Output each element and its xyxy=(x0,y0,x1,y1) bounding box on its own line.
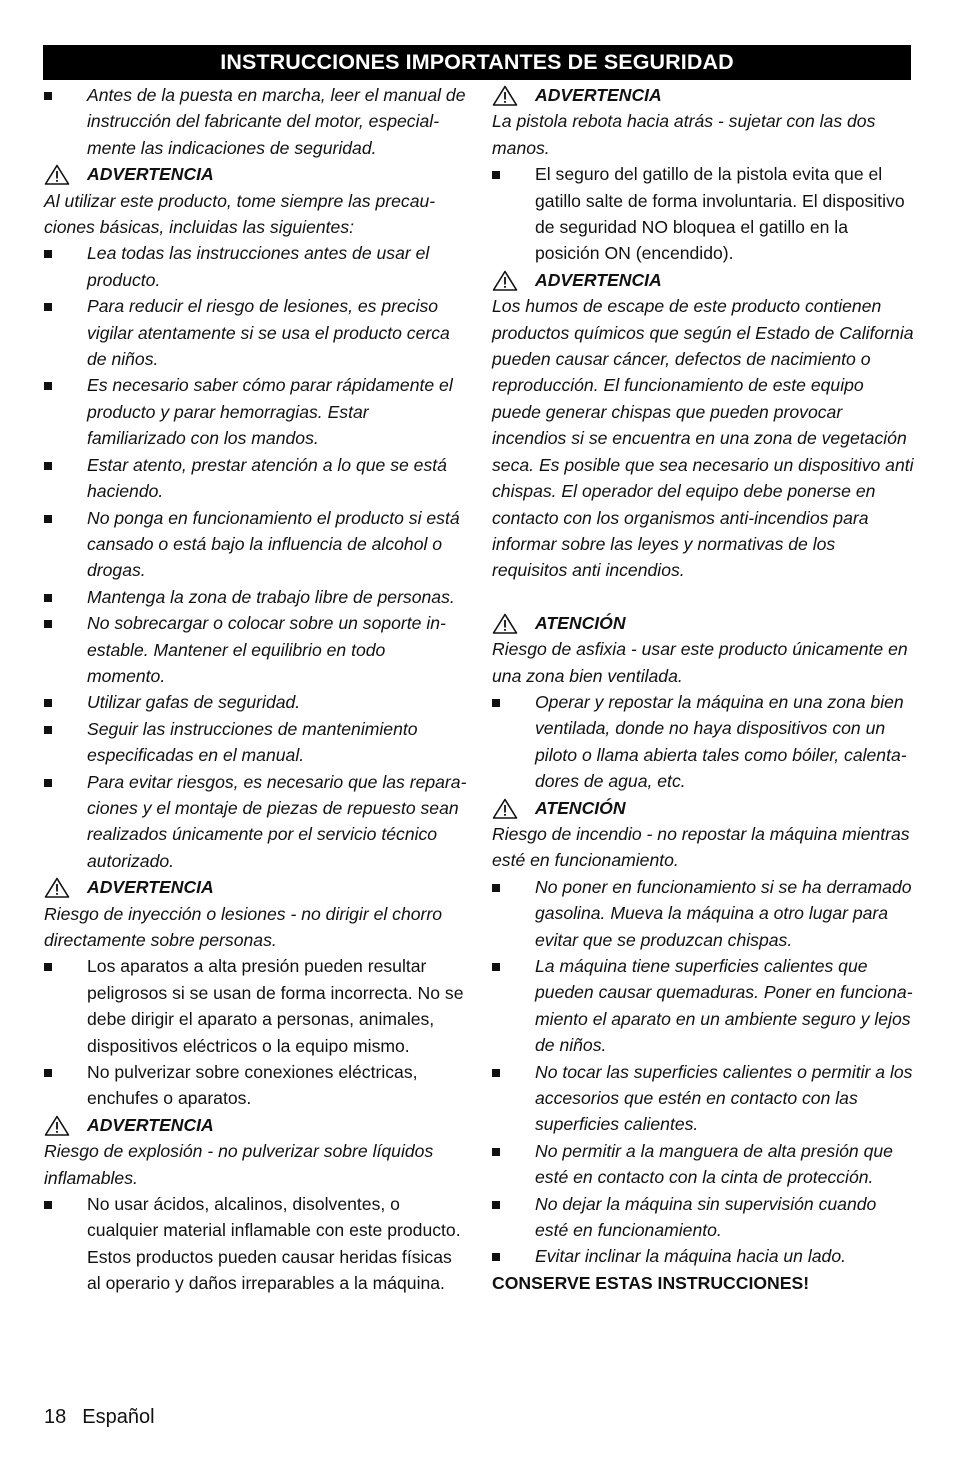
list-item: No usar ácidos, alcalinos, disolventes, o cualquier material inflamable con este producto. Estos productos pueden causar heridas físicas al operario y daños irreparables a la máquina. xyxy=(44,1191,468,1297)
warning-triangle-icon xyxy=(492,270,518,291)
caution-label: ATENCIÓN xyxy=(535,797,626,818)
left-column xyxy=(44,82,468,1297)
warning-heading xyxy=(44,1112,468,1138)
caution-text: Riesgo de incendio - no repostar la máquina mientras esté en funcionamiento. xyxy=(492,823,910,871)
warning-heading xyxy=(44,874,468,900)
warning-triangle-icon xyxy=(492,798,518,819)
language-label: Español xyxy=(82,1406,155,1428)
warning-heading xyxy=(492,82,914,108)
warning-triangle-icon xyxy=(44,877,70,898)
warning-label: ADVERTENCIA xyxy=(535,85,662,105)
list-item: Operar y repostar la máquina en una zona bien ventilada, donde no haya dispositivos con un piloto o llama abierta tales como bóiler, calentadores de agua, etc. xyxy=(492,689,914,795)
caution-heading xyxy=(492,795,914,821)
spacer xyxy=(492,584,914,610)
warning-text: Al utilizar este producto, tome siempre las precauciones básicas, incluidas las siguientes: xyxy=(44,190,436,238)
page-number: 18 xyxy=(44,1406,67,1428)
warning-heading xyxy=(44,161,468,187)
list-item: No sobrecargar o colocar sobre un soporte inestable. Mantener el equilibrio en todo momento. xyxy=(44,610,468,689)
section-title: INSTRUCCIONES IMPORTANTES DE SEGURIDAD xyxy=(43,45,911,80)
list-item: El seguro del gatillo de la pistola evita que el gatillo salte de forma involuntaria. El dispositivo de seguridad NO bloquea el gatillo en la posición ON (encendido). xyxy=(492,161,914,267)
list-item: Es necesario saber cómo parar rápidamente el producto y parar hemorragias. Estar familiarizado con los mandos. xyxy=(44,372,468,451)
list-item: No dejar la máquina sin supervisión cuando esté en funcionamiento. xyxy=(492,1191,914,1244)
list-item: Mantenga la zona de trabajo libre de personas. xyxy=(44,584,468,610)
list-item: Seguir las instrucciones de mantenimiento especificadas en el manual. xyxy=(44,716,468,769)
caution-label: ATENCIÓN xyxy=(535,612,626,633)
list-item: No permitir a la manguera de alta presión que esté en contacto con la cinta de protección. xyxy=(492,1138,914,1191)
list-item: No ponga en funcionamiento el producto si está cansado o está bajo la influencia de alcohol o drogas. xyxy=(44,505,468,584)
list-item: Evitar inclinar la máquina hacia un lado. xyxy=(492,1243,914,1269)
warning-label: ADVERTENCIA xyxy=(87,1114,214,1135)
warning-text: Riesgo de inyección o lesiones - no dirigir el chorro directamente sobre personas. xyxy=(44,903,443,950)
list-item: Para evitar riesgos, es necesario que las reparaciones y el montaje de piezas de repuesto sean realizados únicamente por el servicio técnico autorizado. xyxy=(44,769,468,875)
warning-text: Los humos de escape de este producto contienen productos químicos que según el Estado de California pueden causar cáncer, defectos de nacimiento o reproducción. El funcionamiento de este equipo puede generar chispas que pueden provocar incendios si se encuentra en una zona de vegetación seca. Es posible que sea necesario un dispositivo anti chispas. El operador del equipo debe ponerse en contacto con los organismos anti-incendios para informar sobre las leyes y normativas de los requisitos anti incendios. xyxy=(492,296,914,581)
list-item: La máquina tiene superficies calientes que pueden causar quemaduras. Poner en funcionamiento el aparato en un ambiente seguro y lejos de niños. xyxy=(492,953,914,1059)
warning-triangle-icon xyxy=(44,1115,70,1136)
list-item: Estar atento, prestar atención a lo que se está haciendo. xyxy=(44,452,468,505)
list-item: No poner en funcionamiento si se ha derramado gasolina. Mueva la máquina a otro lugar para evitar que se produzcan chispas. xyxy=(492,874,914,953)
caution-text: Riesgo de asfixia - usar este producto únicamente en una zona bien ventilada. xyxy=(492,639,908,686)
warning-label: ADVERTENCIA xyxy=(87,164,214,185)
warning-triangle-icon xyxy=(492,85,518,106)
list-item: No pulverizar sobre conexiones eléctricas, enchufes o aparatos. xyxy=(44,1059,468,1112)
right-column xyxy=(492,82,914,1296)
warning-text: La pistola rebota hacia atrás - sujetar con las dos manos. xyxy=(492,111,876,158)
warning-text: Riesgo de explosión - no pulverizar sobre líquidos inflamables. xyxy=(44,1141,434,1188)
caution-heading xyxy=(492,610,914,636)
warning-triangle-icon xyxy=(492,613,518,634)
list-item: Utilizar gafas de seguridad. xyxy=(44,689,468,715)
list-item: Antes de la puesta en marcha, leer el manual de instrucción del fabricante del motor, especialmente las indicaciones de seguridad. xyxy=(44,82,468,161)
warning-triangle-icon xyxy=(44,164,70,185)
list-item: Para reducir el riesgo de lesiones, es preciso vigilar atentamente si se usa el producto cerca de niños. xyxy=(44,293,468,372)
warning-heading xyxy=(492,267,914,293)
page-footer xyxy=(44,1406,171,1429)
warning-label: ADVERTENCIA xyxy=(87,877,214,898)
warning-label: ADVERTENCIA xyxy=(535,269,662,290)
closing-note: CONSERVE ESTAS INSTRUCCIONES! xyxy=(492,1272,810,1293)
list-item: Lea todas las instrucciones antes de usar el producto. xyxy=(44,240,468,293)
list-item: Los aparatos a alta presión pueden resultar peligrosos si se usan de forma incorrecta. No se debe dirigir el aparato a personas, animales, dispositivos eléctricos o la equipo mismo. xyxy=(44,953,468,1059)
list-item: No tocar las superficies calientes o permitir a los accesorios que estén en contacto con las superficies calientes. xyxy=(492,1059,914,1138)
